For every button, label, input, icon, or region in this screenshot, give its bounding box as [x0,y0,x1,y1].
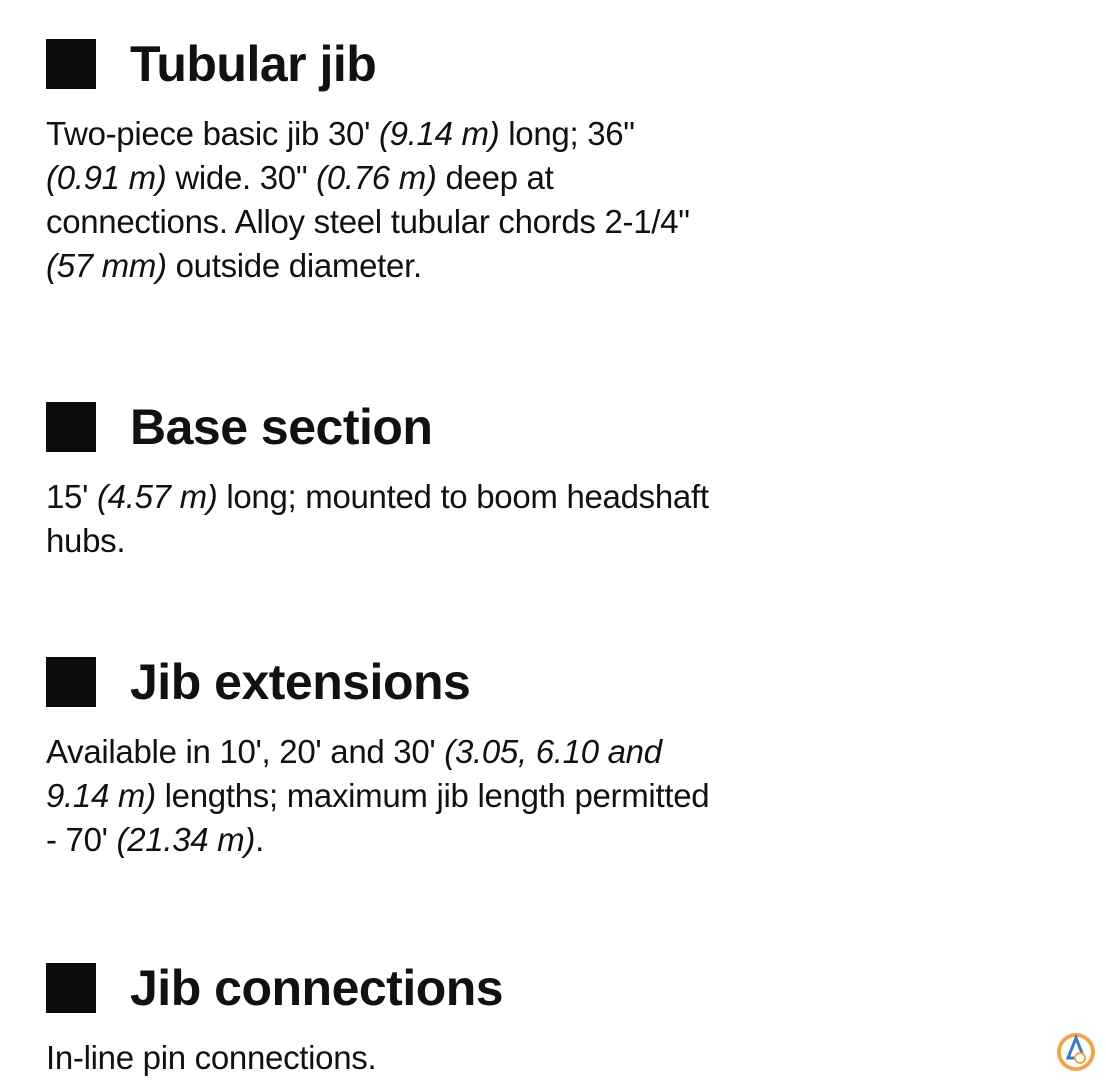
section-title: Tubular jib [130,36,377,92]
text-run: long; mounted to boom headshaft [217,478,709,515]
section-heading [46,652,946,712]
text-run: - 70' [46,821,117,858]
text-run: hubs. [46,522,126,559]
square-bullet-icon [46,39,96,89]
crane-logo-icon [1054,1028,1098,1072]
section-jib-extensions [46,652,946,862]
section-title: Base section [130,399,433,455]
square-bullet-icon [46,402,96,452]
section-base-section [46,397,946,563]
body-line [46,475,946,519]
metric-value: (0.76 m) [316,159,437,196]
text-run: Two-piece basic jib 30' [46,115,379,152]
section-body [46,112,946,288]
text-run: In-line pin connections. [46,1039,377,1076]
text-run: Available in 10', 20' and 30' [46,733,445,770]
body-line [46,244,946,288]
metric-value: (57 mm) [46,247,167,284]
text-run: deep at [436,159,554,196]
body-line [46,818,946,862]
square-bullet-icon [46,657,96,707]
text-run: outside diameter. [166,247,422,284]
body-line [46,519,946,563]
text-run: connections. Alloy steel tubular chords 2-1/4" [46,203,690,240]
metric-value: (0.91 m) [46,159,167,196]
metric-value: (21.34 m) [116,821,256,858]
text-run: wide. 30" [166,159,317,196]
section-body [46,730,946,862]
body-line [46,1036,946,1080]
text-run: long; 36" [499,115,635,152]
body-line [46,200,946,244]
section-heading [46,34,946,94]
body-line [46,730,946,774]
body-line [46,156,946,200]
section-tubular-jib [46,34,946,288]
section-jib-connections [46,958,946,1080]
section-heading [46,958,946,1018]
metric-value: (9.14 m) [378,115,500,152]
square-bullet-icon [46,963,96,1013]
section-body [46,1036,946,1080]
body-line [46,774,946,818]
metric-value: (3.05, 6.10 and [444,733,662,770]
section-title: Jib connections [130,960,504,1016]
metric-value: (4.57 m) [96,478,218,515]
text-run: . [255,821,264,858]
section-title: Jib extensions [130,654,471,710]
text-run: 15' [46,478,97,515]
body-line [46,112,946,156]
metric-value: 9.14 m) [46,777,156,814]
section-heading [46,397,946,457]
text-run: lengths; maximum jib length permitted [155,777,710,814]
section-body [46,475,946,563]
